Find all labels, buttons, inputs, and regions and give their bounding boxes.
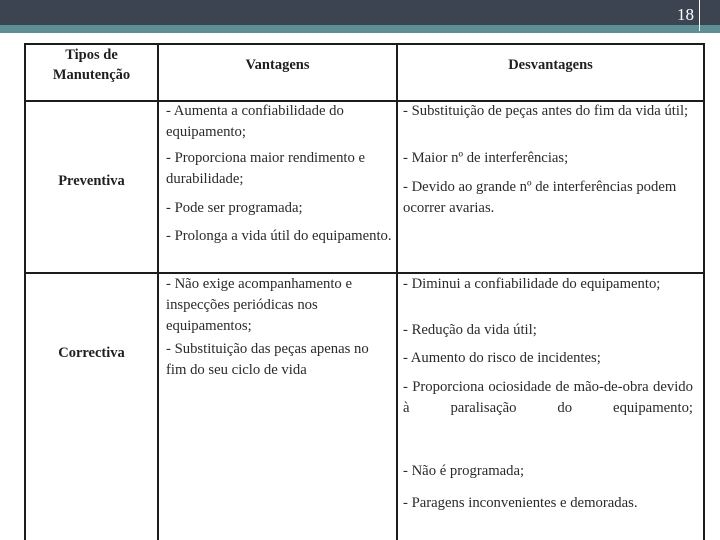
row-type-correctiva: Correctiva — [58, 345, 125, 361]
correctiva-disadvantage-4: - Proporciona ociosidade de mão-de-obra devido à paralisação do equipamento; — [403, 379, 693, 416]
preventiva-disadvantage-3: - Devido ao grande nº de interferências podem ocorrer avarias. — [403, 179, 677, 216]
preventiva-advantage-3: - Pode ser programada; — [166, 200, 303, 216]
page-number: 18 — [677, 5, 694, 24]
table-column-divider-2 — [396, 43, 398, 540]
preventiva-disadvantage-1: - Substituição de peças antes do fim da vida útil; — [403, 103, 689, 119]
table-border-left — [24, 43, 26, 540]
correctiva-disadvantage-2: - Redução da vida útil; — [403, 322, 537, 338]
correctiva-disadvantage-5: - Não é programada; — [403, 463, 525, 479]
correctiva-advantage-2: - Substituição das peças apenas no fim do seu ciclo de vida — [166, 341, 369, 378]
table-column-divider-1 — [157, 43, 159, 540]
correctiva-disadvantage-6: - Paragens inconvenientes e demoradas. — [403, 495, 638, 511]
correctiva-advantage-1: - Não exige acompanhamento e inspecções periódicas nos equipamentos; — [166, 276, 352, 334]
correctiva-disadvantage-1: - Diminui a confiabilidade do equipamento; — [403, 276, 661, 292]
slide-header-bar — [0, 0, 720, 25]
table-border-right — [703, 43, 705, 540]
header-type: Tipos de Manutenção — [52, 47, 131, 83]
page-number-divider — [699, 0, 700, 31]
maintenance-table — [24, 43, 705, 540]
preventiva-advantage-4: - Prolonga a vida útil do equipamento. — [166, 228, 392, 244]
row-type-preventiva: Preventiva — [58, 173, 125, 189]
slide-accent-bar — [0, 25, 720, 33]
preventiva-advantage-1: - Aumenta a confiabilidade do equipamento; — [166, 103, 344, 140]
header-disadvantages: Desvantagens — [508, 57, 593, 73]
preventiva-advantage-2: - Proporciona maior rendimento e durabilidade; — [166, 150, 366, 187]
correctiva-disadvantage-3: - Aumento do risco de incidentes; — [403, 350, 601, 366]
preventiva-disadvantage-2: - Maior nº de interferências; — [403, 150, 569, 166]
header-advantages: Vantagens — [245, 57, 310, 73]
